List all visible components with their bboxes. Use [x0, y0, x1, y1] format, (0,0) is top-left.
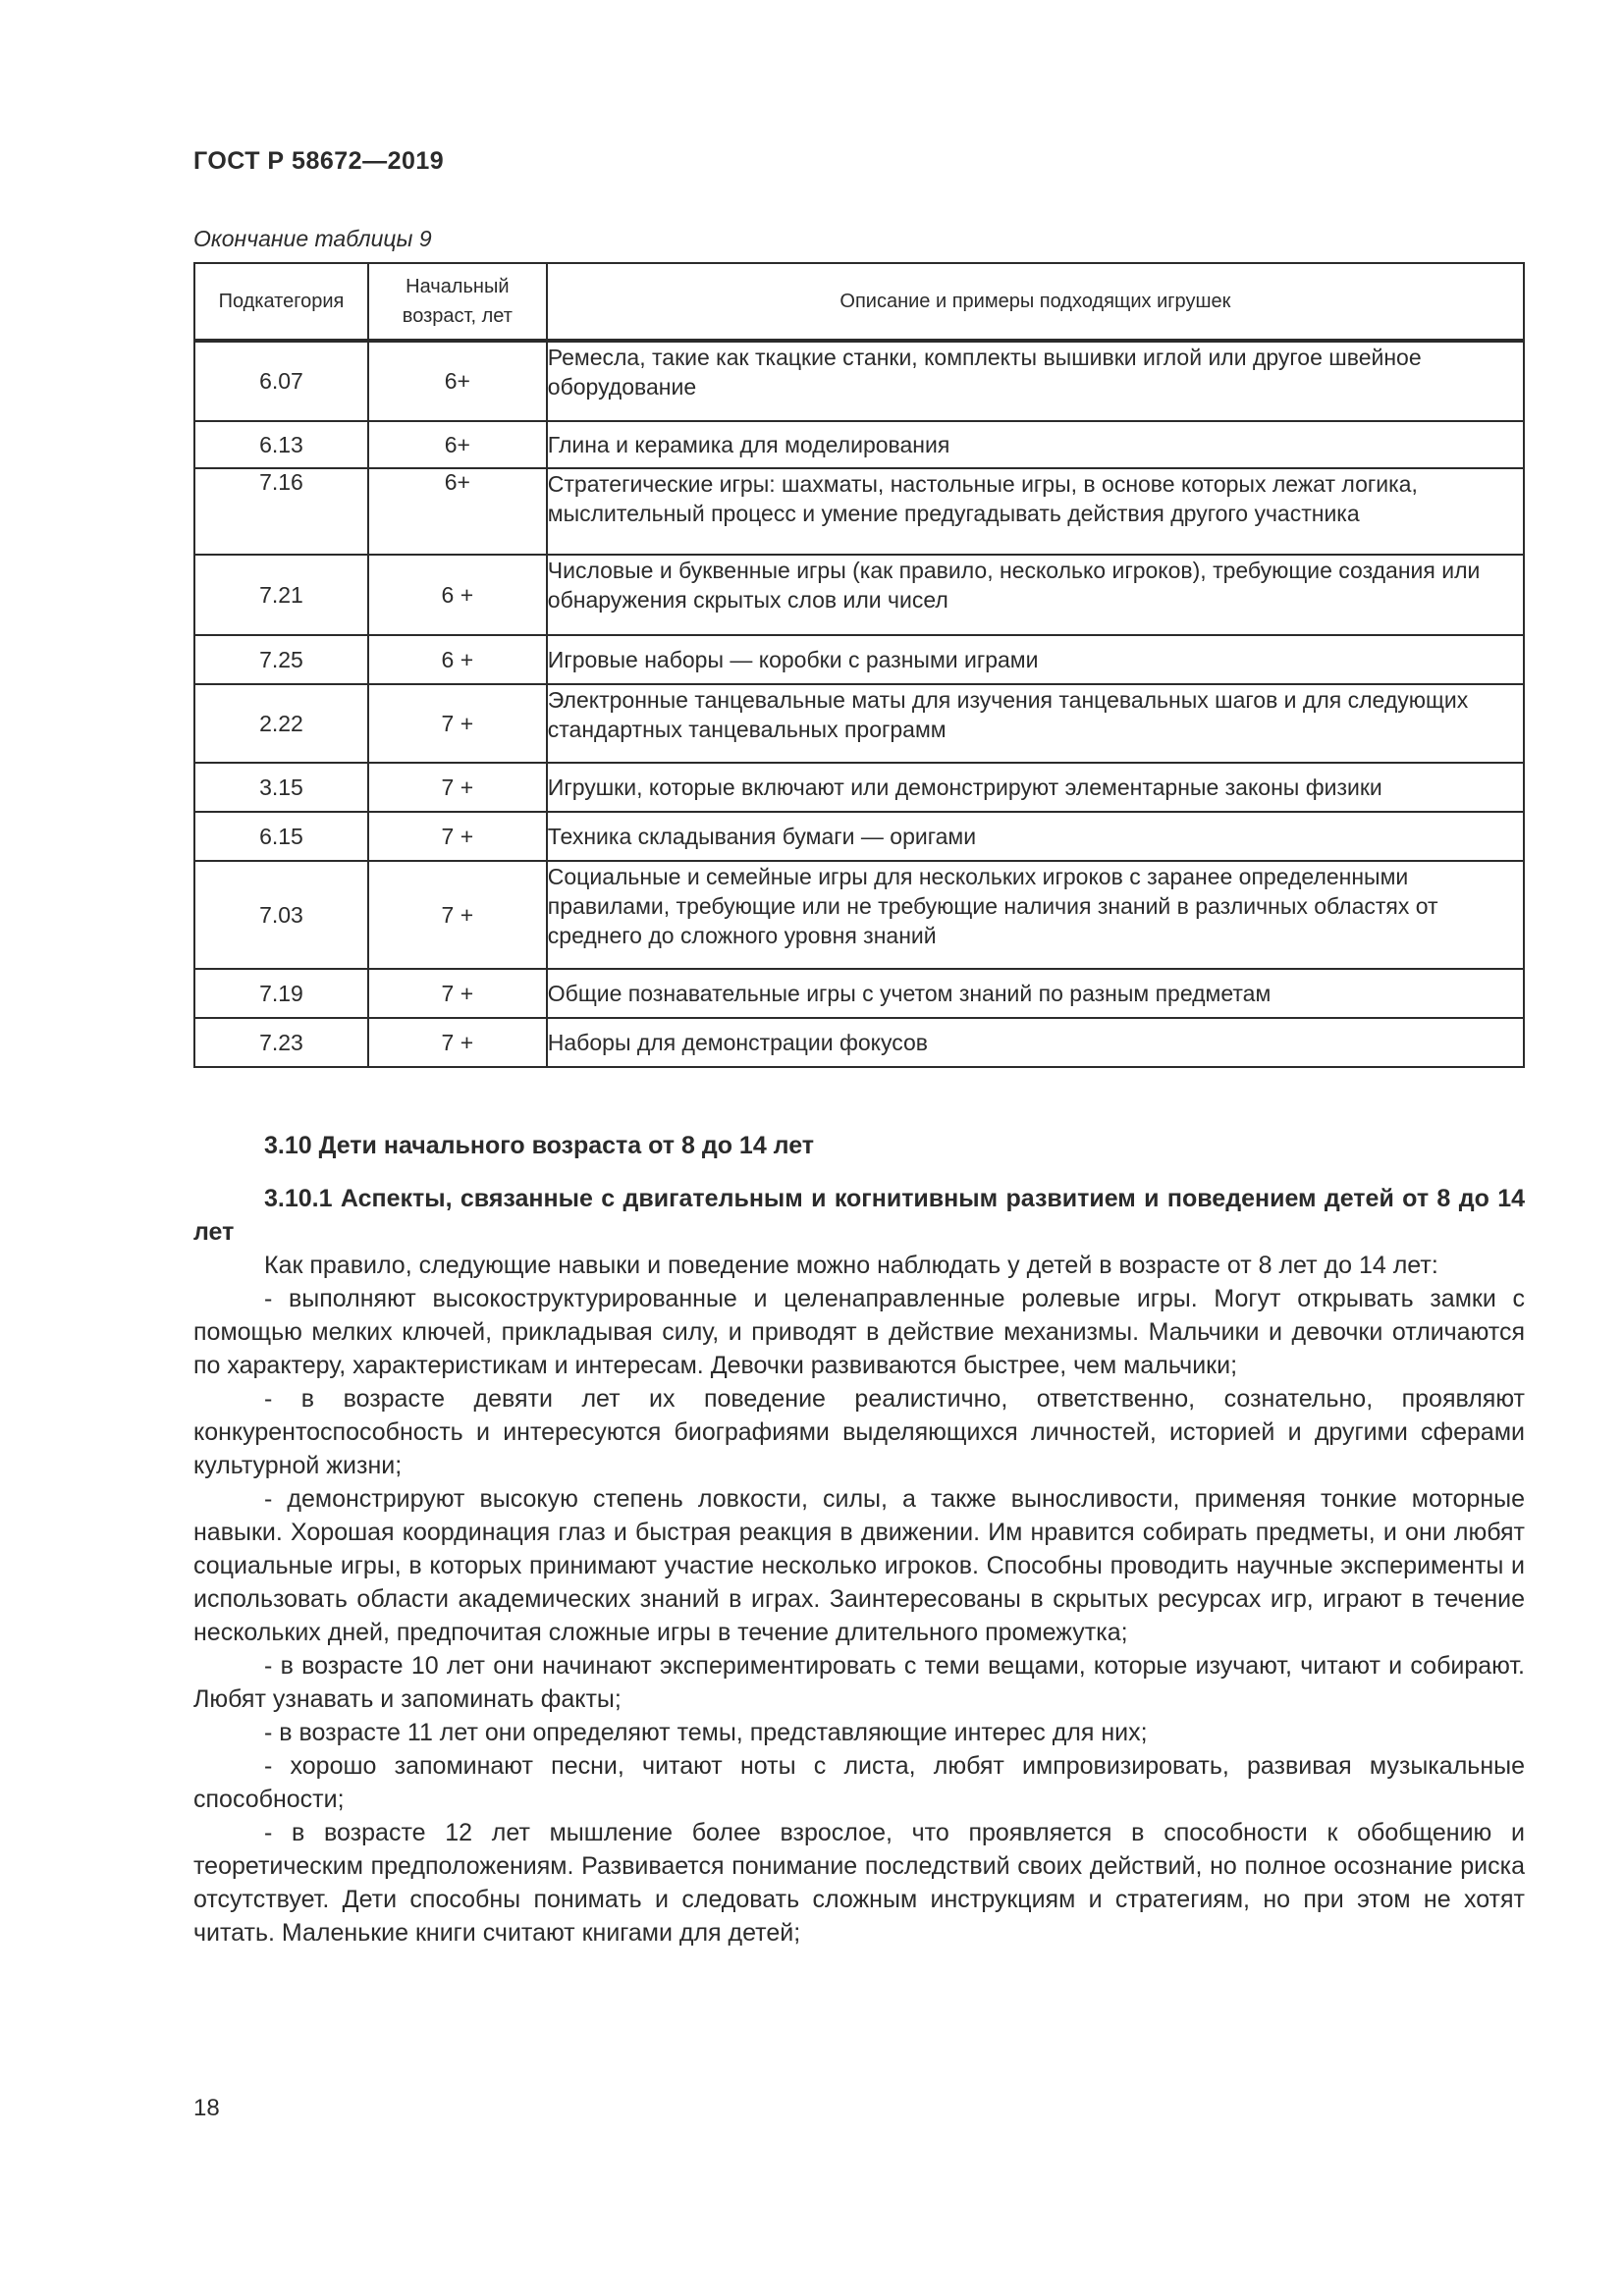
page-number: 18: [193, 2095, 220, 2121]
cell-age: 7 +: [368, 684, 547, 763]
cell-subcategory: 3.15: [194, 763, 368, 812]
column-header-start-age: [368, 263, 547, 341]
cell-age: 6 +: [368, 635, 547, 684]
cell-age: 7 +: [368, 861, 547, 969]
column-header-description: Описание и примеры подходящих игрушек: [547, 263, 1524, 341]
column-header-subcategory: Подкатегория: [194, 263, 368, 341]
table-row: [194, 763, 1524, 812]
cell-description: Наборы для демонстрации фокусов: [547, 1018, 1524, 1067]
paragraph: - в возрасте девяти лет их поведение реалистично, ответственно, сознательно, проявляют конкурентоспособность и интересуются биографиями выделяющихся личностей, историей и другими сферами культурной жизни;: [193, 1385, 1525, 1479]
cell-subcategory: 6.13: [194, 421, 368, 468]
cell-description: Общие познавательные игры с учетом знаний по разным предметам: [547, 969, 1524, 1018]
cell-description: Электронные танцевальные маты для изучения танцевальных шагов и для следующих стандартных танцевальных программ: [547, 684, 1524, 763]
paragraph: - в возрасте 11 лет они определяют темы, представляющие интерес для них;: [264, 1719, 1148, 1746]
table-row: [194, 1018, 1524, 1067]
cell-subcategory: 7.03: [194, 861, 368, 969]
cell-description: Числовые и буквенные игры (как правило, несколько игроков), требующие создания или обнаружения скрытых слов или чисел: [547, 555, 1524, 635]
cell-subcategory: 2.22: [194, 684, 368, 763]
table-row: [194, 684, 1524, 763]
cell-age: 7 +: [368, 812, 547, 861]
table-row: [194, 861, 1524, 969]
document-code: ГОСТ Р 58672—2019: [193, 147, 445, 175]
table-row: [194, 421, 1524, 468]
subsection-title: 3.10.1 Аспекты, связанные с двигательным и когнитивным развитием и поведением детей от 8 до 14 лет: [193, 1185, 1525, 1246]
section-body: [193, 1129, 1525, 1949]
column-header-start-age-text: Начальный возраст, лет: [402, 276, 513, 327]
cell-description: Глина и керамика для моделирования: [547, 421, 1524, 468]
paragraph: - в возрасте 10 лет они начинают экспериментировать с теми вещами, которые изучают, читают и собирают. Любят узнавать и запоминать факты;: [193, 1652, 1525, 1713]
toys-table: [193, 262, 1525, 1068]
cell-description: Социальные и семейные игры для нескольких игроков с заранее определенными правилами, требующие или не требующие наличия знаний в различных областях от среднего до сложного уровня знаний: [547, 861, 1524, 969]
table-row: [194, 969, 1524, 1018]
table-row: [194, 812, 1524, 861]
paragraph: - хорошо запоминают песни, читают ноты с листа, любят импровизировать, развивая музыкальные способности;: [193, 1752, 1525, 1813]
cell-age: 6+: [368, 468, 547, 555]
cell-description: Стратегические игры: шахматы, настольные игры, в основе которых лежат логика, мыслительный процесс и умение предугадывать действия другого участника: [547, 468, 1524, 555]
paragraph: Как правило, следующие навыки и поведение можно наблюдать у детей в возрасте от 8 лет до 14 лет:: [264, 1252, 1438, 1279]
cell-description: Техника складывания бумаги — оригами: [547, 812, 1524, 861]
cell-age: 7 +: [368, 969, 547, 1018]
cell-subcategory: 7.19: [194, 969, 368, 1018]
paragraph: - в возрасте 12 лет мышление более взрослое, что проявляется в способности к обобщению и теоретическим предположениям. Развивается понимание последствий своих действий, но полное осознание риска отсутствует. Дети способны понимать и следовать сложным инструкциям и стратегиям, но при этом не хотят читать. Маленькие книги считают книгами для детей;: [193, 1819, 1525, 1947]
cell-description: Игровые наборы — коробки с разными играми: [547, 635, 1524, 684]
cell-subcategory: 7.23: [194, 1018, 368, 1067]
cell-age: 6 +: [368, 555, 547, 635]
section-title: 3.10 Дети начального возраста от 8 до 14 лет: [264, 1132, 815, 1159]
table-row: [194, 635, 1524, 684]
table-row: [194, 341, 1524, 421]
paragraph: - выполняют высокоструктурированные и целенаправленные ролевые игры. Могут открывать замки с помощью мелких ключей, прикладывая силу, и приводят в действие механизмы. Мальчики и девочки отличаются по характеру, характеристикам и интересам. Девочки развиваются быстрее, чем мальчики;: [193, 1285, 1525, 1379]
cell-age: 7 +: [368, 1018, 547, 1067]
cell-age: 6+: [368, 341, 547, 421]
cell-subcategory: 6.15: [194, 812, 368, 861]
cell-subcategory: 7.25: [194, 635, 368, 684]
cell-subcategory: 7.16: [194, 468, 368, 555]
table-row: [194, 555, 1524, 635]
cell-age: 6+: [368, 421, 547, 468]
table-row: [194, 468, 1524, 555]
cell-description: Игрушки, которые включают или демонстрируют элементарные законы физики: [547, 763, 1524, 812]
cell-subcategory: 7.21: [194, 555, 368, 635]
cell-description: Ремесла, такие как ткацкие станки, комплекты вышивки иглой или другое швейное оборудование: [547, 341, 1524, 421]
table-caption: Окончание таблицы 9: [193, 226, 432, 251]
cell-subcategory: 6.07: [194, 341, 368, 421]
cell-age: 7 +: [368, 763, 547, 812]
paragraph: - демонстрируют высокую степень ловкости, силы, а также выносливости, применяя тонкие моторные навыки. Хорошая координация глаз и быстрая реакция в движении. Им нравится собирать предметы, и они любят социальные игры, в которых принимают участие несколько игроков. Способны проводить научные эксперименты и использовать области академических знаний в играх. Заинтересованы в скрытых ресурсах игр, играют в течение нескольких дней, предпочитая сложные игры в течение длительного промежутка;: [193, 1485, 1525, 1646]
table-header-row: [194, 263, 1524, 341]
